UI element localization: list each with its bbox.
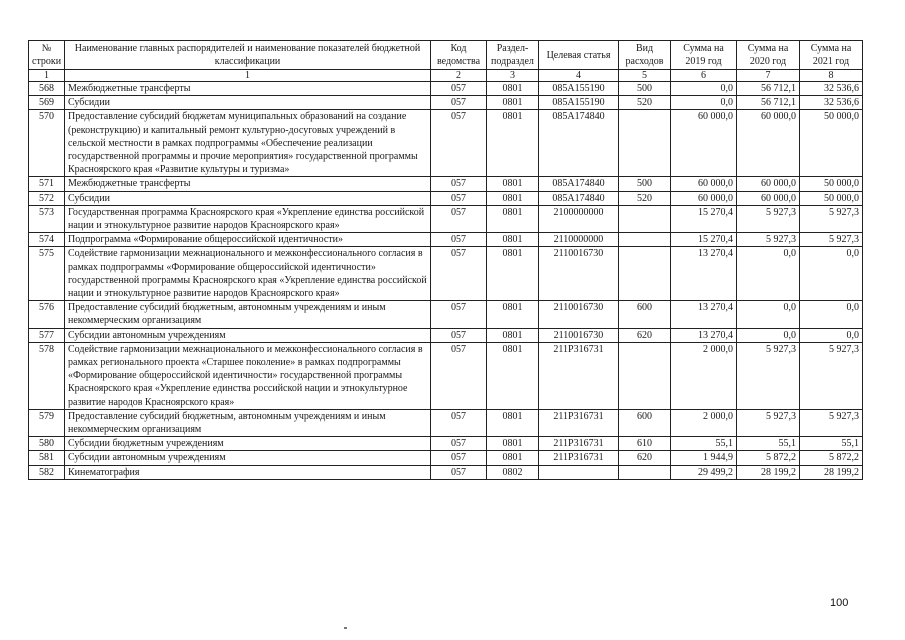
- column-number: 1: [65, 70, 431, 82]
- expense-type: 600: [619, 409, 671, 436]
- dept-code: 057: [431, 301, 487, 328]
- section-code: 0801: [487, 409, 539, 436]
- sum-2020: 5 872,2: [737, 451, 800, 465]
- sum-2021: 50 000,0: [800, 177, 863, 191]
- sum-2019: 0,0: [671, 96, 737, 110]
- sum-2019: 13 270,4: [671, 328, 737, 342]
- sum-2019: 0,0: [671, 82, 737, 96]
- table-row: [29, 451, 863, 465]
- expense-type: [619, 247, 671, 301]
- target-code: 085А155190: [539, 82, 619, 96]
- row-number: 581: [29, 451, 65, 465]
- header-sum-2020: Сумма на 2020 год: [737, 41, 800, 70]
- sum-2021: 28 199,2: [800, 465, 863, 479]
- expense-type: [619, 465, 671, 479]
- row-name: Предоставление субсидий бюджетным, автономным учреждениям и иным некоммерческим организациям: [65, 301, 431, 328]
- sum-2021: 32 536,6: [800, 82, 863, 96]
- row-name: Субсидии: [65, 191, 431, 205]
- sum-2021: 32 536,6: [800, 96, 863, 110]
- target-code: 2100000000: [539, 205, 619, 232]
- target-code: 211P316731: [539, 409, 619, 436]
- row-name: Содействие гармонизации межнационального и межконфессионального согласия в рамках подпрограммы «Формирование общероссийской идентичности» государственной программы Красноярского края «Укрепление единства российской нации и этнокультурное развитие народов Красноярского края»: [65, 247, 431, 301]
- table-row: [29, 247, 863, 301]
- section-code: 0801: [487, 233, 539, 247]
- section-code: 0801: [487, 247, 539, 301]
- column-number: 6: [671, 70, 737, 82]
- section-code: 0802: [487, 465, 539, 479]
- sum-2019: 13 270,4: [671, 247, 737, 301]
- sum-2021: 5 927,3: [800, 342, 863, 409]
- sum-2020: 5 927,3: [737, 409, 800, 436]
- sum-2020: 55,1: [737, 437, 800, 451]
- target-code: 085А155190: [539, 96, 619, 110]
- target-code: 085А174840: [539, 177, 619, 191]
- expense-type: [619, 205, 671, 232]
- sum-2019: 2 000,0: [671, 409, 737, 436]
- sum-2021: 55,1: [800, 437, 863, 451]
- sum-2021: 50 000,0: [800, 191, 863, 205]
- page-number: 100: [830, 597, 849, 609]
- sum-2020: 56 712,1: [737, 96, 800, 110]
- sum-2019: 60 000,0: [671, 191, 737, 205]
- row-number: 575: [29, 247, 65, 301]
- sum-2020: 0,0: [737, 328, 800, 342]
- column-number: 8: [800, 70, 863, 82]
- sum-2020: 60 000,0: [737, 177, 800, 191]
- table-row: [29, 465, 863, 479]
- dept-code: 057: [431, 328, 487, 342]
- expense-type: 610: [619, 437, 671, 451]
- sum-2021: 0,0: [800, 301, 863, 328]
- dept-code: 057: [431, 205, 487, 232]
- dept-code: 057: [431, 437, 487, 451]
- header-sum-2021: Сумма на 2021 год: [800, 41, 863, 70]
- expense-type: [619, 342, 671, 409]
- sum-2019: 55,1: [671, 437, 737, 451]
- column-number-row: [29, 70, 863, 82]
- row-number: 579: [29, 409, 65, 436]
- column-number: 1: [29, 70, 65, 82]
- target-code: 211P316731: [539, 342, 619, 409]
- scan-artifact: [344, 627, 347, 629]
- target-code: 211P316731: [539, 451, 619, 465]
- sum-2020: 5 927,3: [737, 205, 800, 232]
- row-number: 574: [29, 233, 65, 247]
- row-name: Подпрограмма «Формирование общероссийской идентичности»: [65, 233, 431, 247]
- expense-type: 600: [619, 301, 671, 328]
- target-code: 2110016730: [539, 247, 619, 301]
- table-row: [29, 342, 863, 409]
- header-target: Целевая статья: [539, 41, 619, 70]
- header-section: Раздел-подраздел: [487, 41, 539, 70]
- sum-2019: 29 499,2: [671, 465, 737, 479]
- row-name: Государственная программа Красноярского края «Укрепление единства российской нации и этнокультурное развитие народов Красноярского края»: [65, 205, 431, 232]
- expense-type: [619, 233, 671, 247]
- dept-code: 057: [431, 465, 487, 479]
- expense-type: 500: [619, 177, 671, 191]
- row-number: 580: [29, 437, 65, 451]
- expense-type: 620: [619, 328, 671, 342]
- expense-type: 620: [619, 451, 671, 465]
- row-number: 569: [29, 96, 65, 110]
- section-code: 0801: [487, 110, 539, 177]
- target-code: 2110016730: [539, 328, 619, 342]
- sum-2020: 56 712,1: [737, 82, 800, 96]
- table-row: [29, 328, 863, 342]
- column-number: 5: [619, 70, 671, 82]
- table-row: [29, 437, 863, 451]
- dept-code: 057: [431, 409, 487, 436]
- sum-2020: 60 000,0: [737, 191, 800, 205]
- row-name: Субсидии автономным учреждениям: [65, 328, 431, 342]
- table-row: [29, 205, 863, 232]
- section-code: 0801: [487, 342, 539, 409]
- row-number: 571: [29, 177, 65, 191]
- target-code: 211P316731: [539, 437, 619, 451]
- dept-code: 057: [431, 342, 487, 409]
- dept-code: 057: [431, 96, 487, 110]
- row-name: Субсидии бюджетным учреждениям: [65, 437, 431, 451]
- dept-code: 057: [431, 247, 487, 301]
- row-name: Предоставление субсидий бюджетным, автономным учреждениям и иным некоммерческим организациям: [65, 409, 431, 436]
- column-number: 3: [487, 70, 539, 82]
- sum-2020: 0,0: [737, 247, 800, 301]
- table-row: [29, 191, 863, 205]
- dept-code: 057: [431, 177, 487, 191]
- row-number: 573: [29, 205, 65, 232]
- row-name: Кинематография: [65, 465, 431, 479]
- table-header-row: [29, 41, 863, 70]
- row-name: Субсидии автономным учреждениям: [65, 451, 431, 465]
- row-number: 582: [29, 465, 65, 479]
- sum-2019: 2 000,0: [671, 342, 737, 409]
- sum-2020: 5 927,3: [737, 342, 800, 409]
- row-name: Межбюджетные трансферты: [65, 177, 431, 191]
- section-code: 0801: [487, 205, 539, 232]
- sum-2019: 60 000,0: [671, 110, 737, 177]
- expense-type: 500: [619, 82, 671, 96]
- sum-2020: 0,0: [737, 301, 800, 328]
- table-body: [29, 82, 863, 480]
- section-code: 0801: [487, 437, 539, 451]
- table-row: [29, 110, 863, 177]
- table-row: [29, 82, 863, 96]
- section-code: 0801: [487, 177, 539, 191]
- table-row: [29, 96, 863, 110]
- target-code: 085А174840: [539, 191, 619, 205]
- sum-2019: 1 944,9: [671, 451, 737, 465]
- table-row: [29, 177, 863, 191]
- target-code: 2110016730: [539, 301, 619, 328]
- header-expense-type: Вид расходов: [619, 41, 671, 70]
- row-name: Содействие гармонизации межнационального и межконфессионального согласия в рамках регионального проекта «Старшее поколение» в рамках подпрограммы «Формирование общероссийской идентичности» государственной программы Красноярского края «Укрепление единства российской нации и этнокультурное развитие народов Красноярского края»: [65, 342, 431, 409]
- row-name: Субсидии: [65, 96, 431, 110]
- sum-2021: 50 000,0: [800, 110, 863, 177]
- dept-code: 057: [431, 110, 487, 177]
- section-code: 0801: [487, 451, 539, 465]
- sum-2020: 5 927,3: [737, 233, 800, 247]
- table-row: [29, 233, 863, 247]
- sum-2019: 15 270,4: [671, 233, 737, 247]
- row-number: 577: [29, 328, 65, 342]
- row-name: Предоставление субсидий бюджетам муниципальных образований на создание (реконструкцию) и капитальный ремонт культурно-досуговых учреждений в сельской местности в рамках подпрограммы «Обеспечение реализации государственной программы и прочие мероприятия» государственной программы Красноярского края «Развитие культуры и туризма»: [65, 110, 431, 177]
- sum-2021: 5 927,3: [800, 205, 863, 232]
- sum-2021: 5 927,3: [800, 233, 863, 247]
- expense-type: [619, 110, 671, 177]
- section-code: 0801: [487, 96, 539, 110]
- sum-2019: 13 270,4: [671, 301, 737, 328]
- table-row: [29, 301, 863, 328]
- header-name: Наименование главных распорядителей и наименование показателей бюджетной классификации: [65, 41, 431, 70]
- sum-2021: 0,0: [800, 328, 863, 342]
- sum-2019: 15 270,4: [671, 205, 737, 232]
- target-code: [539, 465, 619, 479]
- expense-type: 520: [619, 191, 671, 205]
- sum-2020: 28 199,2: [737, 465, 800, 479]
- sum-2021: 0,0: [800, 247, 863, 301]
- target-code: 2110000000: [539, 233, 619, 247]
- row-number: 578: [29, 342, 65, 409]
- row-number: 572: [29, 191, 65, 205]
- row-number: 568: [29, 82, 65, 96]
- dept-code: 057: [431, 451, 487, 465]
- section-code: 0801: [487, 82, 539, 96]
- header-dept-code: Код ведомства: [431, 41, 487, 70]
- sum-2019: 60 000,0: [671, 177, 737, 191]
- dept-code: 057: [431, 233, 487, 247]
- column-number: 7: [737, 70, 800, 82]
- row-number: 576: [29, 301, 65, 328]
- section-code: 0801: [487, 301, 539, 328]
- dept-code: 057: [431, 82, 487, 96]
- table-row: [29, 409, 863, 436]
- column-number: 2: [431, 70, 487, 82]
- expense-type: 520: [619, 96, 671, 110]
- column-number: 4: [539, 70, 619, 82]
- budget-table: [28, 40, 863, 480]
- row-name: Межбюджетные трансферты: [65, 82, 431, 96]
- header-row-no: № строки: [29, 41, 65, 70]
- sum-2020: 60 000,0: [737, 110, 800, 177]
- sum-2021: 5 872,2: [800, 451, 863, 465]
- section-code: 0801: [487, 191, 539, 205]
- dept-code: 057: [431, 191, 487, 205]
- target-code: 085А174840: [539, 110, 619, 177]
- row-number: 570: [29, 110, 65, 177]
- sum-2021: 5 927,3: [800, 409, 863, 436]
- section-code: 0801: [487, 328, 539, 342]
- header-sum-2019: Сумма на 2019 год: [671, 41, 737, 70]
